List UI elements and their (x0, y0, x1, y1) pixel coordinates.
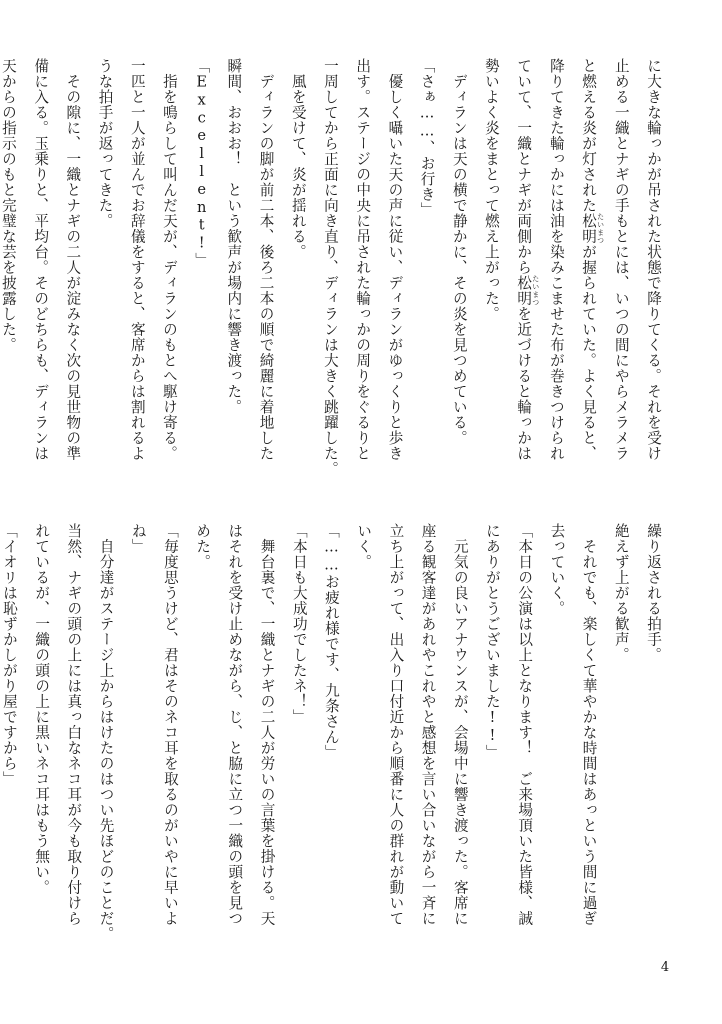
text-line: 「……お疲れ様です、九条さん」 (322, 523, 340, 761)
text-line: ていて、一織とナギが両側から松明 たいまつを近づけると輪っかは (515, 58, 540, 462)
text-line: 「さぁ……、お行き」 (418, 58, 436, 218)
text-line: 「本日も大成功でしたネ！」 (290, 523, 308, 725)
text-line: 去っていく。 (548, 523, 566, 616)
text-line: 勢いよく炎をまとって燃え上がった。 (482, 58, 500, 322)
text-line: 「イオリは恥ずかしがり屋ですから」 (0, 523, 18, 787)
text-line: 繰り返される拍手。 (645, 523, 662, 663)
text-line: 止める一織とナギの手もとには、いつの間にやらメラメラ (612, 58, 630, 461)
upper-text-block (0, 58, 669, 477)
text-line: ね」 (129, 523, 147, 554)
text-line: 瞬間、おおお！ という歓声が場内に響き渡った。 (225, 58, 243, 415)
text-line: それでも、楽しくて華やかな時間はあっという間に過ぎ (580, 523, 598, 926)
text-line: 「毎度思うけど、君はそのネコ耳を取るのがいやに早いよ (161, 523, 179, 926)
text-line: 座る観客達があれやこれやと感想を言い合いながら一斉に (419, 523, 437, 926)
text-line: 指を鳴らして叫んだ天が、ディランのもとへ駆け寄る。 (160, 58, 178, 461)
text-line: 出す。ステージの中央に吊された輪っかの周りをぐるりと (354, 58, 372, 461)
text-line: ディランは天の横で静かに、その炎を見つめている。 (450, 58, 468, 446)
text-line: 天からの指示のもと完璧な芸を披露した。 (0, 58, 17, 353)
text-line: 立ち上がって、出入り口付近から順番に人の群れが動いて (387, 523, 405, 926)
text-line: ディランの脚が前二本、後ろ二本の順で綺麗に着地した (257, 58, 275, 461)
text-line: うな拍手が返ってきた。 (96, 58, 114, 229)
text-line: 降りてきた輪っかには油を染みこませた布が巻きつけられ (547, 58, 565, 461)
text-line: にありがとうございました!!」 (483, 523, 501, 761)
lower-text-block (0, 523, 669, 942)
ruby-text: たいまつ (596, 212, 605, 245)
text-line: 一匹と一人が並んでお辞儀をすると、客席からは割れるよ (128, 58, 146, 461)
text-line: はそれを受け止めながら、じ、と脇に立つ一織の頭を見つ (226, 523, 244, 926)
text-line: に大きな輪っかが吊された状態で降りてくる。それを受け (645, 58, 662, 461)
text-line: 舞台裏で、一織とナギの二人が労いの言葉を掛ける。天 (258, 523, 276, 926)
text-line: 絶えず上がる歓声。 (612, 523, 630, 663)
text-line: 元気の良いアナウンスが、会場中に響き渡った。客席に (451, 523, 469, 926)
text-line: れているが、一織の頭の上に黒いネコ耳はもう無い。 (33, 523, 51, 895)
ruby-taimatsu: 松明 たいまつ (515, 274, 540, 307)
text-line: その隙に、一織とナギの二人が淀みなく次の見世物の準 (64, 58, 82, 461)
text-line: いく。 (355, 523, 373, 570)
ruby-text: たいまつ (531, 274, 540, 307)
text-line: 優しく囁いた天の声に従い、ディランがゆっくりと歩き (386, 58, 404, 461)
text-line: 当然、ナギの頭の上には真っ白なネコ耳が今も取り付けら (65, 523, 83, 926)
text-line: めた。 (194, 523, 212, 570)
page-number: 4 (660, 960, 670, 975)
text-line: 自分達がステージ上からはけたのはつい先ほどのことだ。 (97, 523, 115, 942)
text-line: 「Excellent!」 (193, 58, 211, 268)
text-line: 一周してから正面に向き直り、ディランは大きく跳躍した。 (321, 58, 339, 477)
text-line: と燃える炎が灯された松明 たいまつが握られていた。よく見ると、 (580, 58, 605, 462)
text-line: 備に入る。玉乗りと、平均台。そのどちらも、ディランは (32, 58, 50, 461)
text-line: 「本日の公演は以上となります！ ご来場頂いた皆様、誠 (516, 523, 534, 926)
ruby-taimatsu: 松明 たいまつ (580, 212, 605, 245)
text-line: 風を受けて、炎が揺れる。 (289, 58, 307, 260)
